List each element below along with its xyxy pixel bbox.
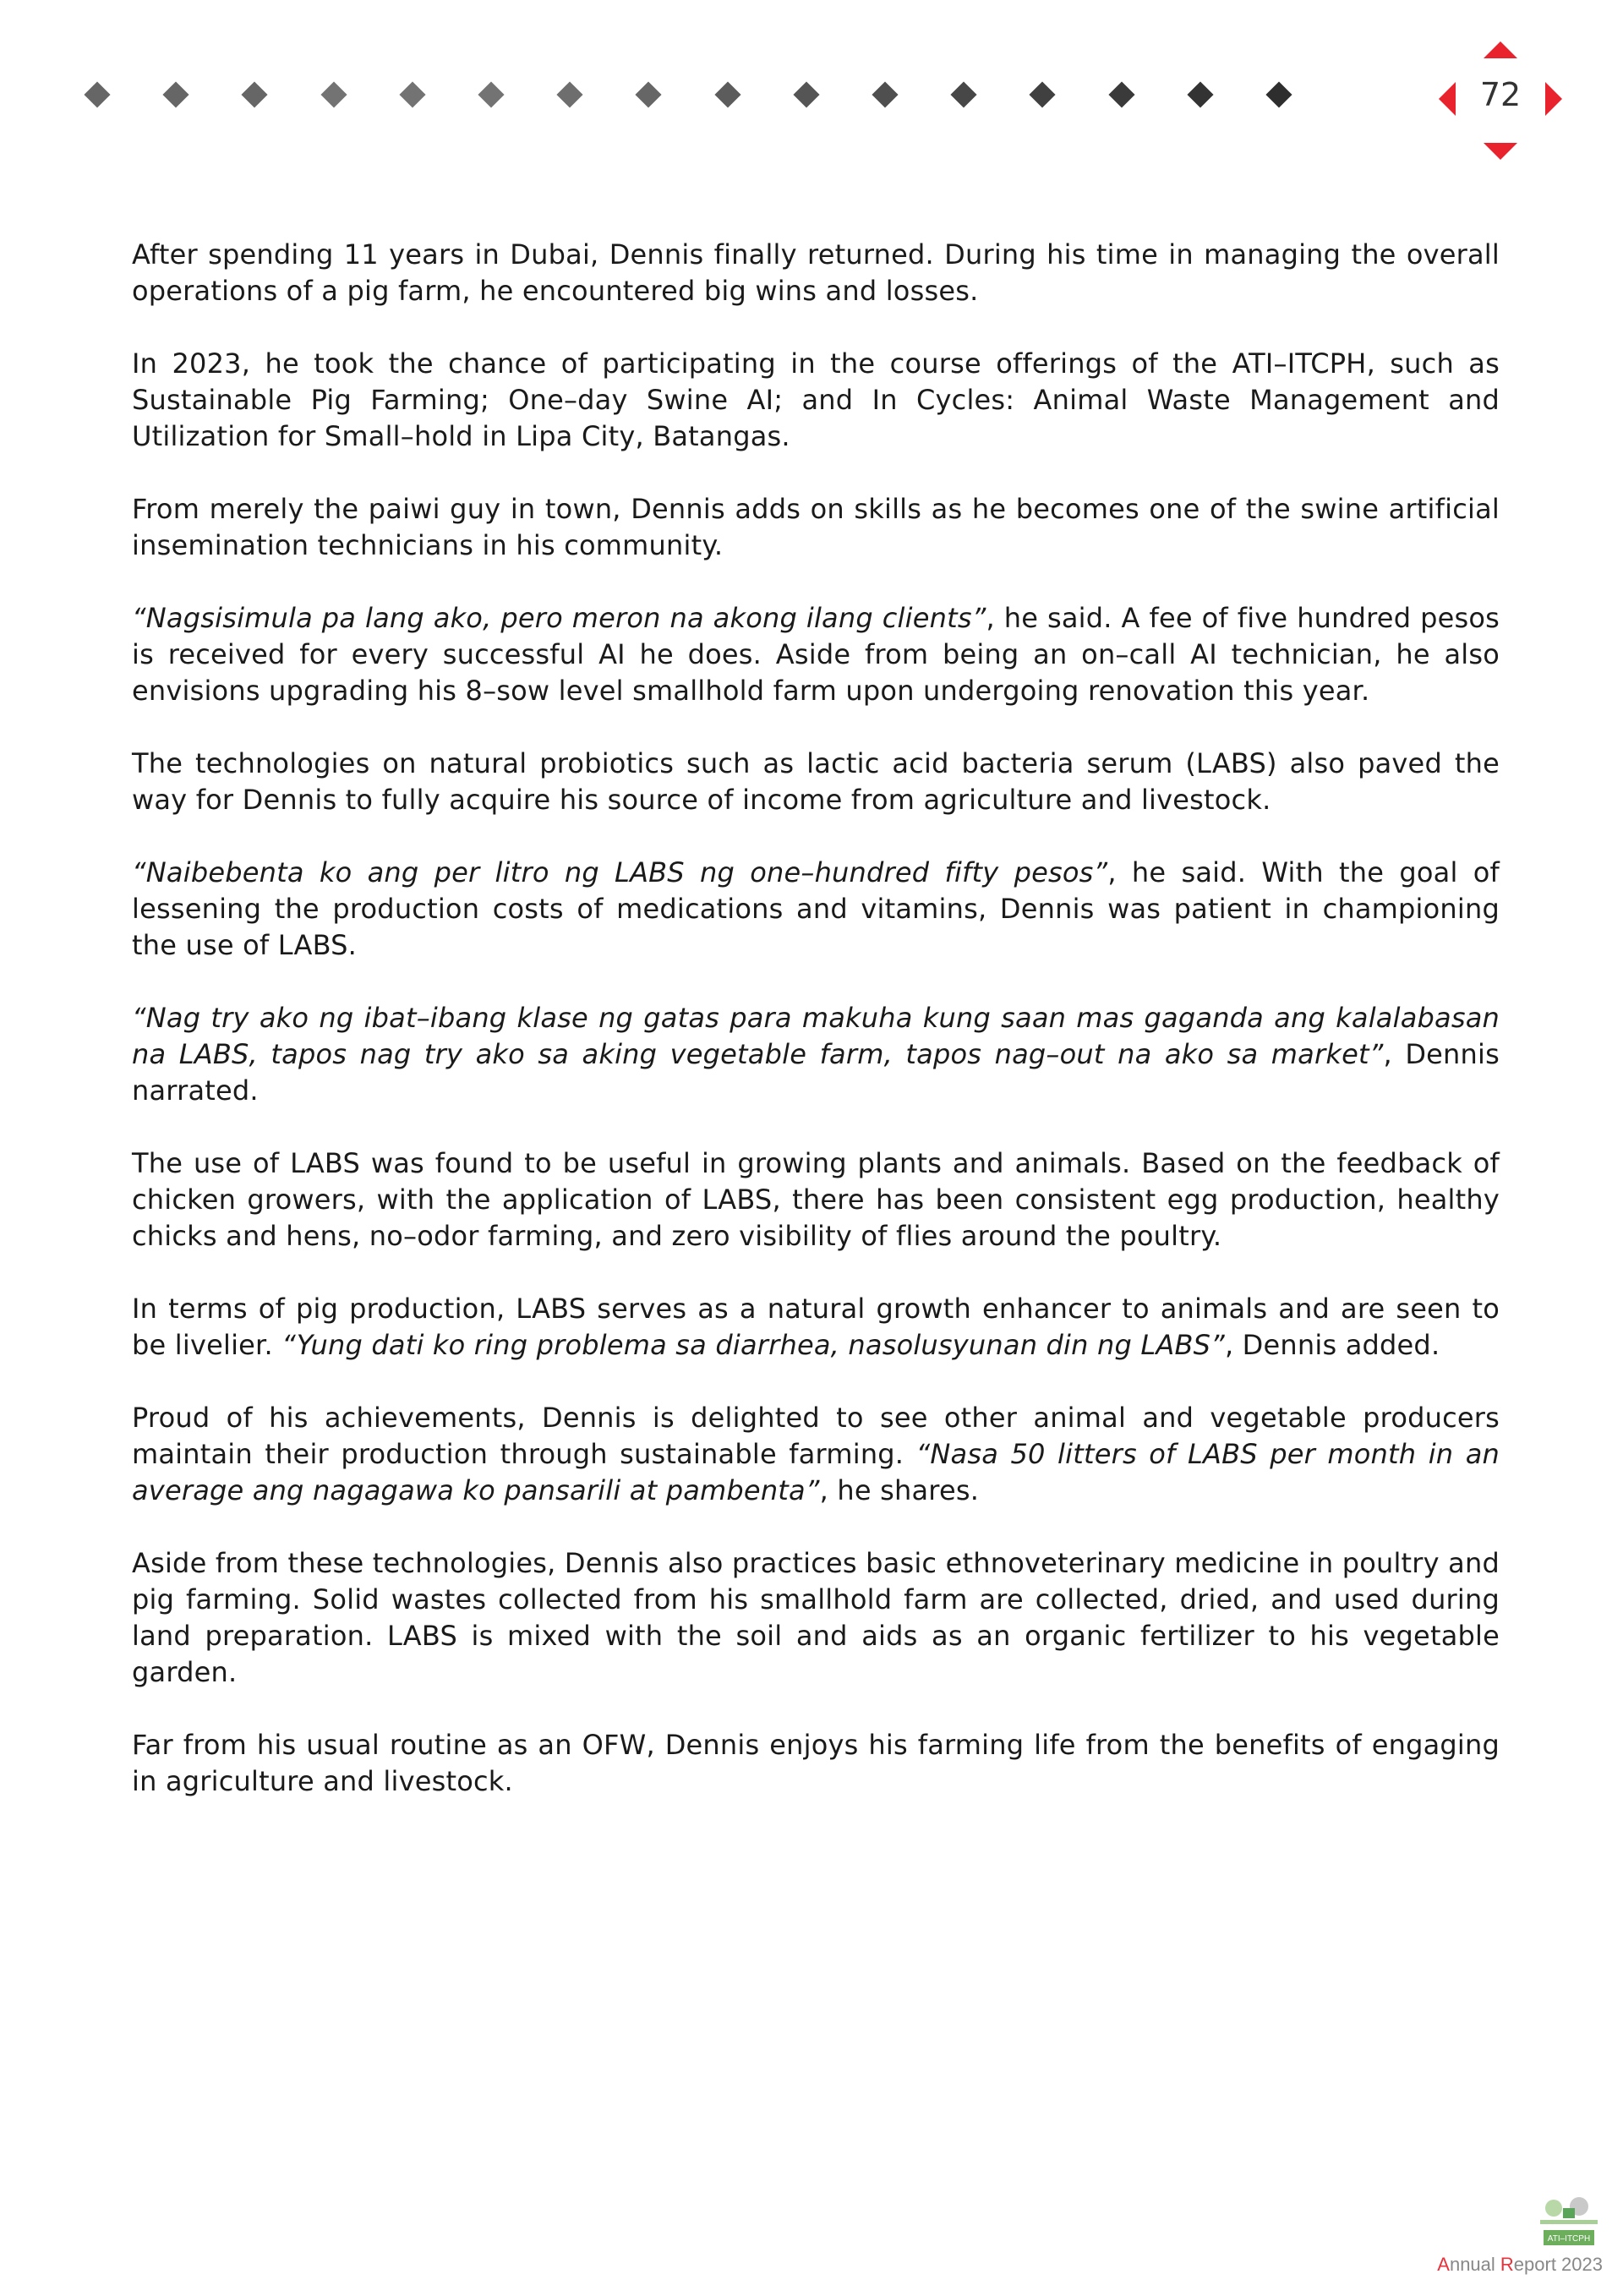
header-diamond-row (88, 85, 1297, 111)
paragraph-text: After spending 11 years in Dubai, Dennis finally returned. During his time in managing the overall operations of a pig farm, he encountered big wins and losses. (132, 238, 1500, 307)
quote-text: “Nagsisimula pa lang ako, pero meron na akong ilang clients” (132, 602, 986, 634)
quote-text: “Yung dati ko ring problema sa diarrhea, nasolusyunan din ng LABS” (281, 1329, 1225, 1361)
header-diamond-icon (557, 81, 583, 107)
header-diamond-icon (872, 81, 898, 107)
paragraph-text: , he shares. (819, 1474, 980, 1506)
svg-text:ATI–ITCPH: ATI–ITCPH (1547, 2234, 1591, 2244)
paragraph (132, 855, 1500, 964)
header-diamond-icon (399, 81, 425, 107)
ati-itcph-logo-icon (1535, 2196, 1603, 2247)
paragraph-text: , Dennis added. (1224, 1329, 1440, 1361)
paragraph (132, 600, 1500, 709)
report-title-accent: A (1437, 2254, 1450, 2275)
paragraph-text: In terms of pig production, LABS serves as a natural growth enhancer to animals and are seen to be livelier. (132, 1293, 1500, 1361)
paragraph (132, 491, 1500, 564)
paragraph (132, 1000, 1500, 1109)
paragraph-text: From merely the paiwi guy in town, Dennis adds on skills as he becomes one of the swine artificial insemination technicians in his community. (132, 493, 1500, 561)
paragraph-text: The use of LABS was found to be useful in growing plants and animals. Based on the feedback of chicken growers, with the application of LABS, there has been consistent egg production, healthy chicks and hens, no–odor farming, and zero visibility of flies around the poultry. (132, 1147, 1500, 1252)
paragraph-text: Far from his usual routine as an OFW, Dennis enjoys his farming life from the benefits of engaging in agriculture and livestock. (132, 1729, 1500, 1797)
footer (1437, 2195, 1603, 2288)
header-diamond-icon (636, 81, 662, 107)
paragraph-text: , he said. With the goal of lessening the production costs of medications and vitamins, Dennis was patient in championing the use of LABS. (132, 856, 1500, 961)
report-title-part: nnual (1449, 2254, 1500, 2275)
paragraph-text: In 2023, he took the chance of participating in the course offerings of the ATI–ITCPH, such as Sustainable Pig Farming; One–day Swine AI; and In Cycles: Animal Waste Management and Utilization for Small–hold in Lipa City, Batangas. (132, 347, 1500, 452)
paragraph (132, 1400, 1500, 1509)
paragraph-text: , Dennis narrated. (132, 1038, 1500, 1107)
header-diamond-icon (163, 81, 189, 107)
article-body (132, 237, 1500, 1836)
header-diamond-icon (793, 81, 819, 107)
paragraph-text: Aside from these technologies, Dennis also practices basic ethnoveterinary medicine in poultry and pig farming. Solid wastes collected from his smallhold farm are collected, dried, and used during land preparation. LABS is mixed with the soil and aids as an organic fertilizer to his vegetable garden. (132, 1547, 1500, 1688)
paragraph (132, 346, 1500, 455)
paragraph-text: , he said. A fee of five hundred pesos is received for every successful AI he does. Aside from being an on–call AI technician, he also envisions upgrading his 8–sow level smallhold farm upon undergoing renovation this year. (132, 602, 1500, 707)
header-diamond-icon (714, 81, 740, 107)
header-diamond-icon (951, 81, 977, 107)
header-diamond-icon (1187, 81, 1213, 107)
header-diamond-icon (84, 81, 110, 107)
header-diamond-icon (1030, 81, 1056, 107)
arrow-left-icon (1439, 82, 1457, 116)
page-number: 72 (1479, 76, 1522, 113)
page-number-marker (1437, 38, 1564, 165)
report-title-accent: R (1500, 2254, 1514, 2275)
paragraph (132, 746, 1500, 818)
quote-text: “Nag try ako ng ibat–ibang klase ng gatas para makuha kung saan mas gaganda ang kalalabasan na LABS, tapos nag try ako sa aking vegetable farm, tapos nag–out na ako sa market” (132, 1002, 1500, 1070)
paragraph-text: The technologies on natural probiotics such as lactic acid bacteria serum (LABS) also paved the way for Dennis to fully acquire his source of income from agriculture and livestock. (132, 747, 1500, 816)
arrow-up-icon (1484, 41, 1517, 60)
paragraph-text: Proud of his achievements, Dennis is delighted to see other animal and vegetable producers maintain their production through sustainable farming. (132, 1402, 1500, 1470)
paragraph (132, 1145, 1500, 1255)
header-diamond-icon (1108, 81, 1134, 107)
header-diamond-icon (242, 81, 268, 107)
paragraph (132, 1727, 1500, 1800)
report-title-part: eport 2023 (1513, 2254, 1603, 2275)
arrow-right-icon (1544, 82, 1562, 116)
paragraph (132, 1291, 1500, 1364)
header-diamond-icon (1265, 81, 1292, 107)
paragraph (132, 1545, 1500, 1691)
report-title (1437, 2254, 1603, 2276)
quote-text: “Naibebenta ko ang per litro ng LABS ng one–hundred fifty pesos” (132, 856, 1108, 888)
quote-text: “Nasa 50 litters of LABS per month in an average ang nagagawa ko pansarili at pambenta” (132, 1438, 1500, 1506)
paragraph (132, 237, 1500, 309)
header-diamond-icon (320, 81, 347, 107)
header-diamond-icon (478, 81, 504, 107)
arrow-down-icon (1484, 141, 1517, 160)
